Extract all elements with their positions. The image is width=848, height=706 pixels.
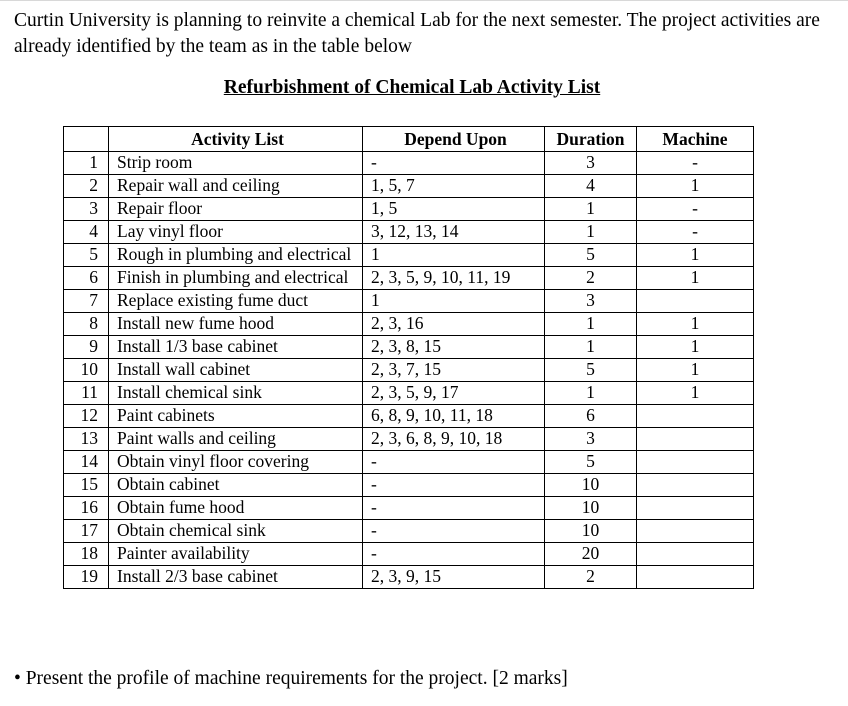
machine-value: 1 — [637, 382, 754, 405]
header-depend: Depend Upon — [363, 127, 545, 152]
machine-value: - — [637, 221, 754, 244]
duration-value: 2 — [545, 566, 637, 589]
table-row — [64, 566, 754, 589]
header-machine: Machine — [637, 127, 754, 152]
duration-value: 1 — [545, 313, 637, 336]
duration-value: 10 — [545, 474, 637, 497]
duration-value: 5 — [545, 244, 637, 267]
activity-name: Obtain fume hood — [109, 497, 363, 520]
depend-upon: 1, 5, 7 — [363, 175, 545, 198]
table-row — [64, 451, 754, 474]
machine-value: - — [637, 152, 754, 175]
depend-upon: 1, 5 — [363, 198, 545, 221]
machine-value — [637, 497, 754, 520]
machine-value — [637, 474, 754, 497]
machine-value: 1 — [637, 359, 754, 382]
activity-name: Finish in plumbing and electrical — [109, 267, 363, 290]
activity-name: Painter availability — [109, 543, 363, 566]
machine-value: 1 — [637, 313, 754, 336]
activity-name: Rough in plumbing and electrical — [109, 244, 363, 267]
table-row — [64, 543, 754, 566]
table-row — [64, 382, 754, 405]
table-row — [64, 152, 754, 175]
machine-value: 1 — [637, 336, 754, 359]
row-number: 14 — [64, 451, 109, 474]
row-number: 8 — [64, 313, 109, 336]
table-row — [64, 428, 754, 451]
activity-name: Paint cabinets — [109, 405, 363, 428]
intro-paragraph: Curtin University is planning to reinvite a chemical Lab for the next semester. The project activities are already identified by the team as in the table below — [14, 10, 820, 57]
header-duration: Duration — [545, 127, 637, 152]
row-number: 9 — [64, 336, 109, 359]
duration-value: 1 — [545, 198, 637, 221]
row-number: 4 — [64, 221, 109, 244]
duration-value: 1 — [545, 336, 637, 359]
duration-value: 3 — [545, 290, 637, 313]
duration-value: 6 — [545, 405, 637, 428]
depend-upon: 2, 3, 6, 8, 9, 10, 18 — [363, 428, 545, 451]
depend-upon: - — [363, 474, 545, 497]
header-no — [64, 127, 109, 152]
activity-name: Obtain vinyl floor covering — [109, 451, 363, 474]
question-text: • Present the profile of machine requirements for the project. [2 marks] — [14, 668, 568, 689]
depend-upon: - — [363, 543, 545, 566]
table-body — [64, 152, 754, 589]
duration-value: 1 — [545, 221, 637, 244]
header-activity: Activity List — [109, 127, 363, 152]
duration-value: 5 — [545, 451, 637, 474]
table-header-row — [64, 127, 754, 152]
activity-name: Install wall cabinet — [109, 359, 363, 382]
machine-value: 1 — [637, 175, 754, 198]
activity-name: Lay vinyl floor — [109, 221, 363, 244]
row-number: 3 — [64, 198, 109, 221]
depend-upon: 2, 3, 7, 15 — [363, 359, 545, 382]
activity-name: Obtain chemical sink — [109, 520, 363, 543]
machine-value — [637, 405, 754, 428]
row-number: 17 — [64, 520, 109, 543]
activity-name: Strip room — [109, 152, 363, 175]
table-row — [64, 405, 754, 428]
machine-value — [637, 566, 754, 589]
activity-table — [63, 126, 754, 589]
machine-value — [637, 290, 754, 313]
machine-value — [637, 451, 754, 474]
table-row — [64, 520, 754, 543]
duration-value: 2 — [545, 267, 637, 290]
depend-upon: 2, 3, 5, 9, 17 — [363, 382, 545, 405]
activity-name: Replace existing fume duct — [109, 290, 363, 313]
row-number: 11 — [64, 382, 109, 405]
table-row — [64, 313, 754, 336]
depend-upon: - — [363, 497, 545, 520]
table-row — [64, 267, 754, 290]
row-number: 1 — [64, 152, 109, 175]
row-number: 6 — [64, 267, 109, 290]
activity-name: Install 2/3 base cabinet — [109, 566, 363, 589]
machine-value: 1 — [637, 267, 754, 290]
duration-value: 3 — [545, 428, 637, 451]
depend-upon: 1 — [363, 244, 545, 267]
row-number: 19 — [64, 566, 109, 589]
duration-value: 1 — [545, 382, 637, 405]
row-number: 2 — [64, 175, 109, 198]
activity-name: Paint walls and ceiling — [109, 428, 363, 451]
table-row — [64, 359, 754, 382]
row-number: 12 — [64, 405, 109, 428]
machine-value — [637, 428, 754, 451]
depend-upon: 2, 3, 16 — [363, 313, 545, 336]
table-row — [64, 474, 754, 497]
machine-value: - — [637, 198, 754, 221]
table-title: Refurbishment of Chemical Lab Activity List — [223, 77, 601, 98]
machine-value — [637, 520, 754, 543]
table-row — [64, 198, 754, 221]
row-number: 15 — [64, 474, 109, 497]
table-row — [64, 497, 754, 520]
activity-name: Obtain cabinet — [109, 474, 363, 497]
activity-name: Install 1/3 base cabinet — [109, 336, 363, 359]
activity-name: Install chemical sink — [109, 382, 363, 405]
depend-upon: - — [363, 520, 545, 543]
duration-value: 20 — [545, 543, 637, 566]
depend-upon: 1 — [363, 290, 545, 313]
depend-upon: 2, 3, 5, 9, 10, 11, 19 — [363, 267, 545, 290]
machine-value — [637, 543, 754, 566]
row-number: 18 — [64, 543, 109, 566]
depend-upon: - — [363, 152, 545, 175]
row-number: 5 — [64, 244, 109, 267]
depend-upon: 2, 3, 8, 15 — [363, 336, 545, 359]
table-row — [64, 244, 754, 267]
depend-upon: 2, 3, 9, 15 — [363, 566, 545, 589]
row-number: 16 — [64, 497, 109, 520]
depend-upon: 6, 8, 9, 10, 11, 18 — [363, 405, 545, 428]
row-number: 13 — [64, 428, 109, 451]
top-divider — [0, 0, 848, 1]
activity-name: Repair floor — [109, 198, 363, 221]
duration-value: 10 — [545, 520, 637, 543]
depend-upon: 3, 12, 13, 14 — [363, 221, 545, 244]
activity-name: Install new fume hood — [109, 313, 363, 336]
activity-name: Repair wall and ceiling — [109, 175, 363, 198]
duration-value: 3 — [545, 152, 637, 175]
table-row — [64, 221, 754, 244]
duration-value: 5 — [545, 359, 637, 382]
duration-value: 10 — [545, 497, 637, 520]
row-number: 10 — [64, 359, 109, 382]
table-row — [64, 175, 754, 198]
duration-value: 4 — [545, 175, 637, 198]
table-row — [64, 336, 754, 359]
depend-upon: - — [363, 451, 545, 474]
row-number: 7 — [64, 290, 109, 313]
table-row — [64, 290, 754, 313]
machine-value: 1 — [637, 244, 754, 267]
